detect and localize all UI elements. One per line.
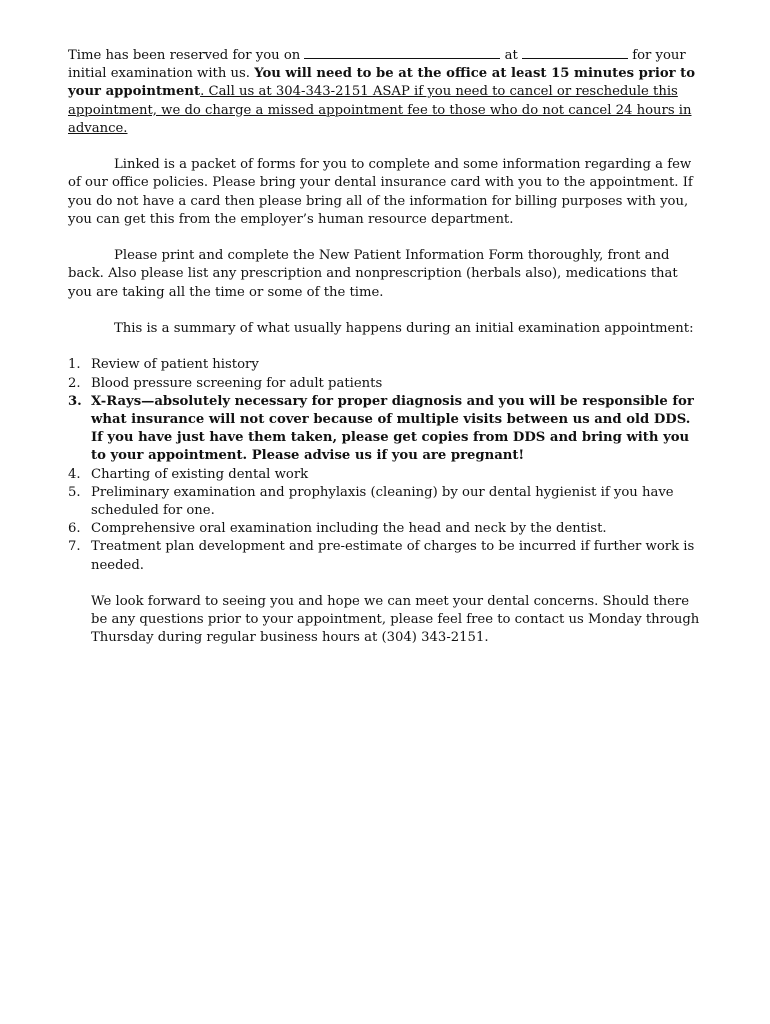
list-number: 7. xyxy=(68,539,81,555)
list-number: 5. xyxy=(68,484,81,500)
intro-paragraph xyxy=(68,46,704,138)
appointment-time-blank xyxy=(522,46,628,59)
document-page xyxy=(68,46,704,648)
list-text: Charting of existing dental work xyxy=(91,466,309,482)
list-item xyxy=(68,538,704,574)
list-item xyxy=(68,356,704,374)
list-text: Treatment plan development and pre-estimate of charges to be incurred if further work is needed. xyxy=(91,539,695,573)
list-item xyxy=(68,520,704,538)
forms-paragraph: Linked is a packet of forms for you to complete and some information regarding a few of our office policies. Please bring your dental insurance card with you to the appointment. If you do not have a card then please bring all of the information for billing purposes with you, you can get this from the employer’s human resource department. xyxy=(68,157,693,227)
list-number: 3. xyxy=(68,393,82,409)
list-number: 4. xyxy=(68,466,81,482)
arrival-notice: You will need to be at the office at least 15 minutes prior to your appointment xyxy=(68,66,696,100)
list-item xyxy=(68,375,704,393)
appointment-date-blank xyxy=(304,46,500,59)
list-text: Preliminary examination and prophylaxis (cleaning) by our dental hygienist if you have scheduled for one. xyxy=(91,484,674,519)
appointment-steps-list xyxy=(68,356,704,574)
list-text: Comprehensive oral examination including the head and neck by the dentist. xyxy=(91,521,607,537)
list-number: 2. xyxy=(68,375,81,391)
list-number: 6. xyxy=(68,521,81,537)
patient-form-paragraph: Please print and complete the New Patient Information Form thoroughly, front and back. Also please list any prescription and nonprescription (herbals also), medications that you are taking all the time or some of the time. xyxy=(68,248,678,300)
list-text: Blood pressure screening for adult patients xyxy=(91,375,383,391)
list-item xyxy=(68,393,704,466)
closing-paragraph: We look forward to seeing you and hope we can meet your dental concerns. Should there be any questions prior to your appointment, please feel free to contact us Monday through Thursday during regular business hours at (304) 343-2151. xyxy=(91,594,700,646)
list-item xyxy=(68,466,704,484)
cancellation-notice: . Call us at 304-343-2151 ASAP if you need to cancel or reschedule this appointment, we do charge a missed appointment fee to those who do not cancel 24 hours in advance. xyxy=(68,84,692,136)
intro-text-exam: for your initial examination with us. xyxy=(68,48,686,82)
list-text: X-Rays—absolutely necessary for proper diagnosis and you will be responsible for what insurance will not cover because of multiple visits between us and old DDS. If you have just have them taken, please get copies from DDS and bring with you to your appointment. Please advise us if you are pregnant! xyxy=(91,393,694,464)
summary-intro: This is a summary of what usually happens during an initial examination appointment: xyxy=(114,321,694,336)
intro-text-start: Time has been reserved for you on xyxy=(68,48,305,63)
list-item xyxy=(68,484,704,520)
intro-text-at: at xyxy=(500,48,523,63)
list-number: 1. xyxy=(68,357,81,373)
list-text: Review of patient history xyxy=(91,357,259,373)
